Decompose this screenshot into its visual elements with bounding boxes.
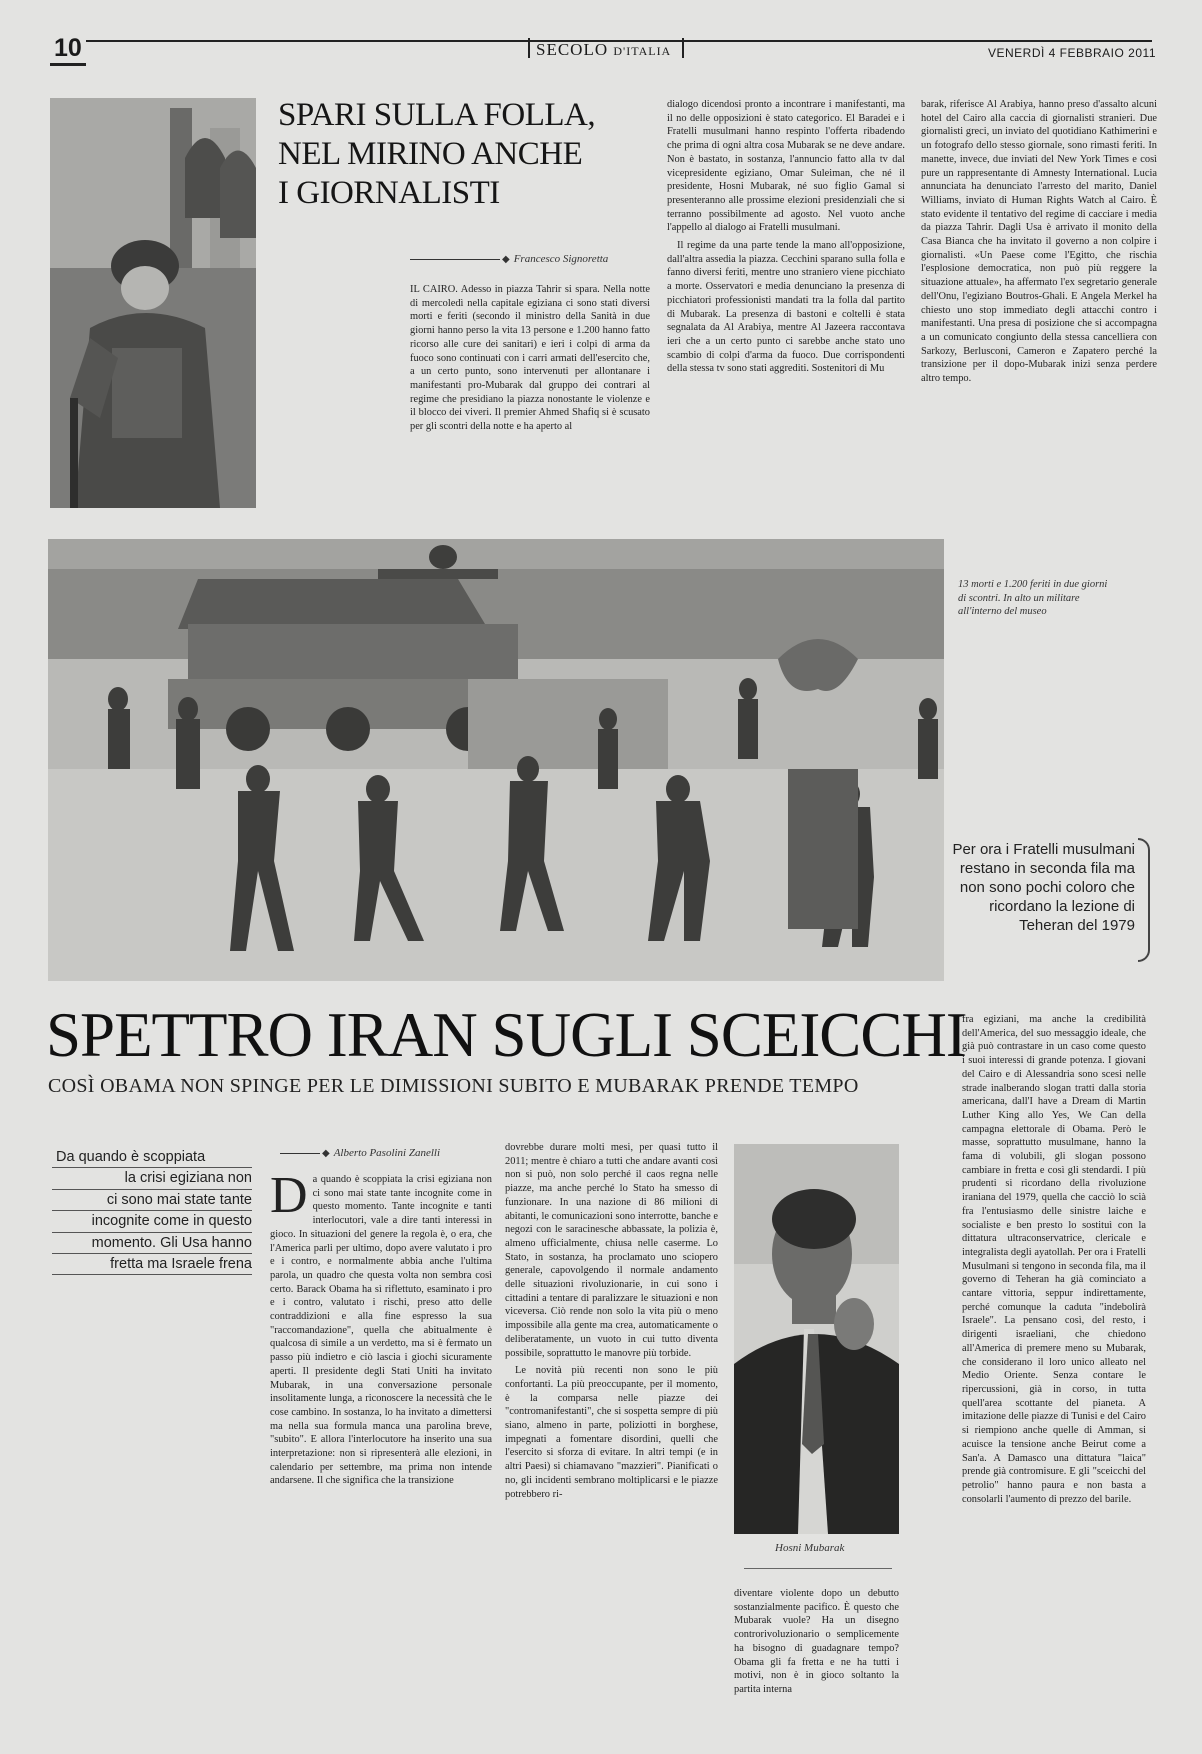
headline-line: NEL MIRINO ANCHE xyxy=(278,136,583,172)
article-text: barak, riferisce Al Arabiya, hanno preso d'assalto alcuni hotel del Cairo alla caccia di giornalisti stranieri. Due giornalisti greci, un inviato del quotidiano Kathimerini e un fotografo dello stesso giornale, sono rimasti feriti. In manette, invece, due inviati del New York Times e così pure un rappresentante di Amnesty International. Lucia annunciata ha denunciato l'arresto del marito, Daniel Williams, inviato di Human Rights Watch al Cairo. È stato evidente il tentativo del regime di cacciare i media da piazza Tahrir. Dagli Usa è arrivato il monito della Casa Bianca che ha invitato il governo a non colpire i giornalisti. «Un Paese come l'Egitto, che rischia l'esplosione democratica, non può più reggere la situazione attuale», ha affermato l'ex segretario generale dell'Onu, l'egiziano Boutros-Ghali. E Angela Merkel ha chiesto uno stop immediato degli attacchi contro i manifestanti. Una presa di posizione che si accompagna a un comunicato congiunto della stessa cancelliera con Sarkozy, Berlusconi, Cameron e Zapatero perché la transizione per il dopo-Mubarak inizi senza perdere altro tempo. xyxy=(921,99,1157,385)
quote-line: ci sono mai state tante xyxy=(52,1190,252,1211)
headline-line: I GIORNALISTI xyxy=(278,175,500,211)
paper-name-main: SECOLO xyxy=(536,40,609,59)
drop-cap: D xyxy=(270,1173,308,1224)
quote-line: momento. Gli Usa hanno xyxy=(52,1233,252,1254)
mubarak-caption: Hosni Mubarak xyxy=(775,1542,845,1554)
byline-rule xyxy=(410,259,500,260)
article-text: IL CAIRO. Adesso in piazza Tahrir si spara. Nella notte di mercoledì nella capitale egiziana ci sono stati diversi morti e feriti (secondo il ministro della Sanità in due giorni hanno perso la vita 13 persone e 1.200 hanno fatto ricorso alle cure dei sanitari) e ieri i colpi di arma da fuoco sono continuati con i carri armati dell'esercito che, a un certo punto, sono intervenuti per allontanare i manifestanti pro-Mubarak dal gruppo dei contrari al regime che presidiano la piazza nonostante le violenze e il blocco dei viveri. Il premier Ahmed Shafiq si è scusato per gli scontri della notte e ha aperto al xyxy=(410,284,650,433)
caption-rule xyxy=(744,1568,892,1569)
article2-column-4 xyxy=(962,1013,1146,1721)
quote-line: incognite come in questo xyxy=(52,1211,252,1232)
article2-byline xyxy=(280,1147,440,1159)
author-name: Alberto Pasolini Zanelli xyxy=(333,1147,441,1159)
masthead-divider xyxy=(528,38,530,58)
paper-name xyxy=(536,40,671,60)
quote-line: la crisi egiziana non xyxy=(52,1168,252,1189)
article-text: fra egiziani, ma anche la credibilità dell'America, del suo messaggio ideale, che già può contrastare in un caso come questo i suoi interessi di grande potenza. I giovani del Cairo e di Alessandria sono scesi nelle strade inalberando slogan tratti dalla storia americana, dall'I have a Dream di Martin Luther King allo Yes, We Can della campagna elettorale di Obama. Però le masse, soprattutto musulmane, hanno la fama di volubili, gli slogan possono cambiare in fretta e così gli stendardi. I più prudenti si ricordano della rivoluzione iraniana del 1979, quella che cacciò lo scià fra l'entusiasmo delle sinistre laiche e socialiste e ben presto lo sostituì con la dittatura ultraconservatrice, clericale e integralista degli ayatollah. Per ora i Fratelli Musulmani si tengono in seconda fila, ma il governo di Teheran ha già cominciato a cantare vittoria, seppur indirettamente, perché comunque la caduta "indebolirà Israele". La pensano così, del resto, i dirigenti israeliani, che chiedono all'America di premere meno su Mubarak, che considerano il loro unico alleato nel Medio Oriente. Senza contare le ripercussioni, già in corso, in tutta quell'area scottante del pianeta. A imitazione delle piazze di Tunisi e del Cairo si riempiono anche quelle di Amman, si acuisce la tensione anche Beirut come a San'a. A Damasco una dittatura "laica" prende già contromisure. E gli "sceicchi del petrolio" hanno paura e non basta a consolarli l'aumento di prezzo del barile. xyxy=(962,1014,1146,1505)
article1-column-1 xyxy=(410,283,650,511)
article-text: a quando è scoppiata la crisi egiziana non ci sono mai state tante incognite come in questo momento. Tante incognite e tanti interlocutori, vale a dire tanti interessi in gioco. In situazioni del genere la regola è, o era, che l'America parli per ultimo, dopo avere valutato i pro e i contro, e normalmente abbia anche l'ultima parola, un quadro che questa volta non sembra così certo. Barack Obama ha sì riflettuto, esaminato i pro e i contro, valutato i rischi, preso atto delle contraddizioni e alla fine espresso la sua "raccomandazione", quella che abitualmente è qualcosa di simile a un verdetto, ma si è fermato un passo più indietro e ciò lascia i giochi sicuramente aperti. Il presidente degli Stati Uniti ha invitato Mubarak, in una conversazione personale insolitamente lunga, a riconoscere la necessità che le cose cambino. In sostanza, lo ha invitato a dimettersi ma nella sua formula manca una parolina breve, "subito". E allora l'interlocutore ha inserito una sua interpretazione: non si ripresenterà alle elezioni, in calendario per settembre, ma prima non intende andarsene. Il che significa che la transizione xyxy=(270,1174,492,1487)
diamond-icon: ◆ xyxy=(322,1148,330,1159)
diamond-icon: ◆ xyxy=(502,254,510,265)
brace-decoration xyxy=(1138,838,1150,962)
author-name: Francesco Signoretta xyxy=(513,253,609,265)
pull-quote: Per ora i Fratelli musulmani restano in seconda fila ma non sono pochi coloro che ricordano la lezione di Teheran del 1979 xyxy=(952,841,1135,934)
quote-line: Da quando è scoppiata xyxy=(52,1147,252,1168)
protest-photo xyxy=(48,539,944,981)
headline-line: SPARI SULLA FOLLA, xyxy=(278,97,596,133)
article2-column-3 xyxy=(734,1587,899,1721)
quote-line: fretta ma Israele frena xyxy=(52,1254,252,1275)
article2-subhead: COSÌ OBAMA NON SPINGE PER LE DIMISSIONI SUBITO E MUBARAK PRENDE TEMPO xyxy=(48,1075,859,1097)
article1-column-3 xyxy=(921,98,1157,511)
paper-name-small: D'ITALIA xyxy=(613,44,672,58)
article-text: dialogo dicendosi pronto a incontrare i manifestanti, ma il no delle opposizioni è stato categorico. El Baradei e i Fratelli musulmani hanno respinto l'offerta ribadendo che prima di ogni altra cosa Mubarak se ne deve andare. Non è bastato, in sostanza, l'annuncio fatto alla tv dal vicepresidente egiziano, Omar Suleiman, che né il presidente, Hosni Mubarak, né suo figlio Gamal si presenteranno alle prossime elezioni presidenziali che si terranno possibilmente ad agosto. Nel vuoto anche l'appello al dialogo ai Fratelli musulmani. xyxy=(667,99,905,234)
article-text: Il regime da una parte tende la mano all'opposizione, dall'altra assedia la piazza. Cecchini sparano sulla folla e fanno diversi feriti, mentre uno straniero viene picchiato a morte. Osservatori e media denunciano la presenza di picchiatori professionisti mandati tra la folla dal partito di Mubarak. La presenza di bastoni e coltelli è stata segnalata da Al Arabiya, mentre Al Jazeera raccontava ieri che a un certo punto ci sarebbe anche stato uno scambio di colpi d'arma da fuoco. Due corrispondenti della stessa tv sono stati aggrediti. Sostenitori di Mu xyxy=(667,240,905,375)
article1-headline xyxy=(278,96,658,213)
article-text: diventare violente dopo un debutto sostanzialmente pacifico. È questo che Mubarak vuole? Ha un disegno controrivoluzionario o semplicemente ha bisogno di guadagnare tempo? Obama gli fa fretta e ne ha tutti i motivi, non è in gioco soltanto la partita interna xyxy=(734,1588,899,1695)
article-text: dovrebbe durare molti mesi, per quasi tutto il 2011; mentre è chiaro a tutti che andare avanti così non si può, non solo perché il caos regna nelle piazze, ma anche perché lo Stato ha smesso di funzionare. In una nazione di 86 milioni di abitanti, le comunicazioni sono interrotte, banche e negozi con le saracinesche abbassate, la polizia è, almeno ufficialmente, chiusa nelle caserme. Lo Stato, in sostanza, ha proclamato uno sciopero generale, capovolgendo il normale andamento delle situazioni rivoluzionarie, in cui sono i cittadini a tentare di paralizzare le situazioni e non viceversa. Ciò rende non solo la vita più o meno impossibile alla gente ma crea, automaticamente o deliberatamente, un vuoto in cui tutto diventa possibile, soprattutto le manovre più torbide. xyxy=(505,1142,718,1359)
page-number: 10 xyxy=(50,34,86,66)
article1-column-2 xyxy=(667,98,905,511)
photo-caption: 13 morti e 1.200 feriti in due giorni di scontri. In alto un militare all'interno del museo xyxy=(958,579,1108,617)
article2-column-2 xyxy=(505,1141,718,1721)
article2-headline: SPETTRO IRAN SUGLI SCEICCHI xyxy=(46,1000,966,1070)
article2-column-1 xyxy=(270,1173,492,1721)
soldier-photo xyxy=(50,98,256,508)
masthead-divider xyxy=(682,38,684,58)
quote-box xyxy=(52,1147,252,1275)
byline-rule xyxy=(280,1153,320,1154)
mubarak-photo xyxy=(734,1144,899,1534)
article1-byline xyxy=(410,253,608,265)
issue-date: VENERDÌ 4 FEBBRAIO 2011 xyxy=(987,46,1156,60)
article-text: Le novità più recenti non sono le più confortanti. La più preoccupante, per il momento, è la comparsa nelle piazze dei "contromanifestanti", che si sospetta sempre di più siano, almeno in parte, poliziotti in borghese, impegnati a fomentare disordini, quelli che l'esercito si sforza di evitare. In altri tempi (e in altri Paesi) si chiamavano "mazzieri". Pianificati o no, gli incidenti sembrano moltiplicarsi e le piazze potrebbero ri- xyxy=(505,1365,718,1500)
